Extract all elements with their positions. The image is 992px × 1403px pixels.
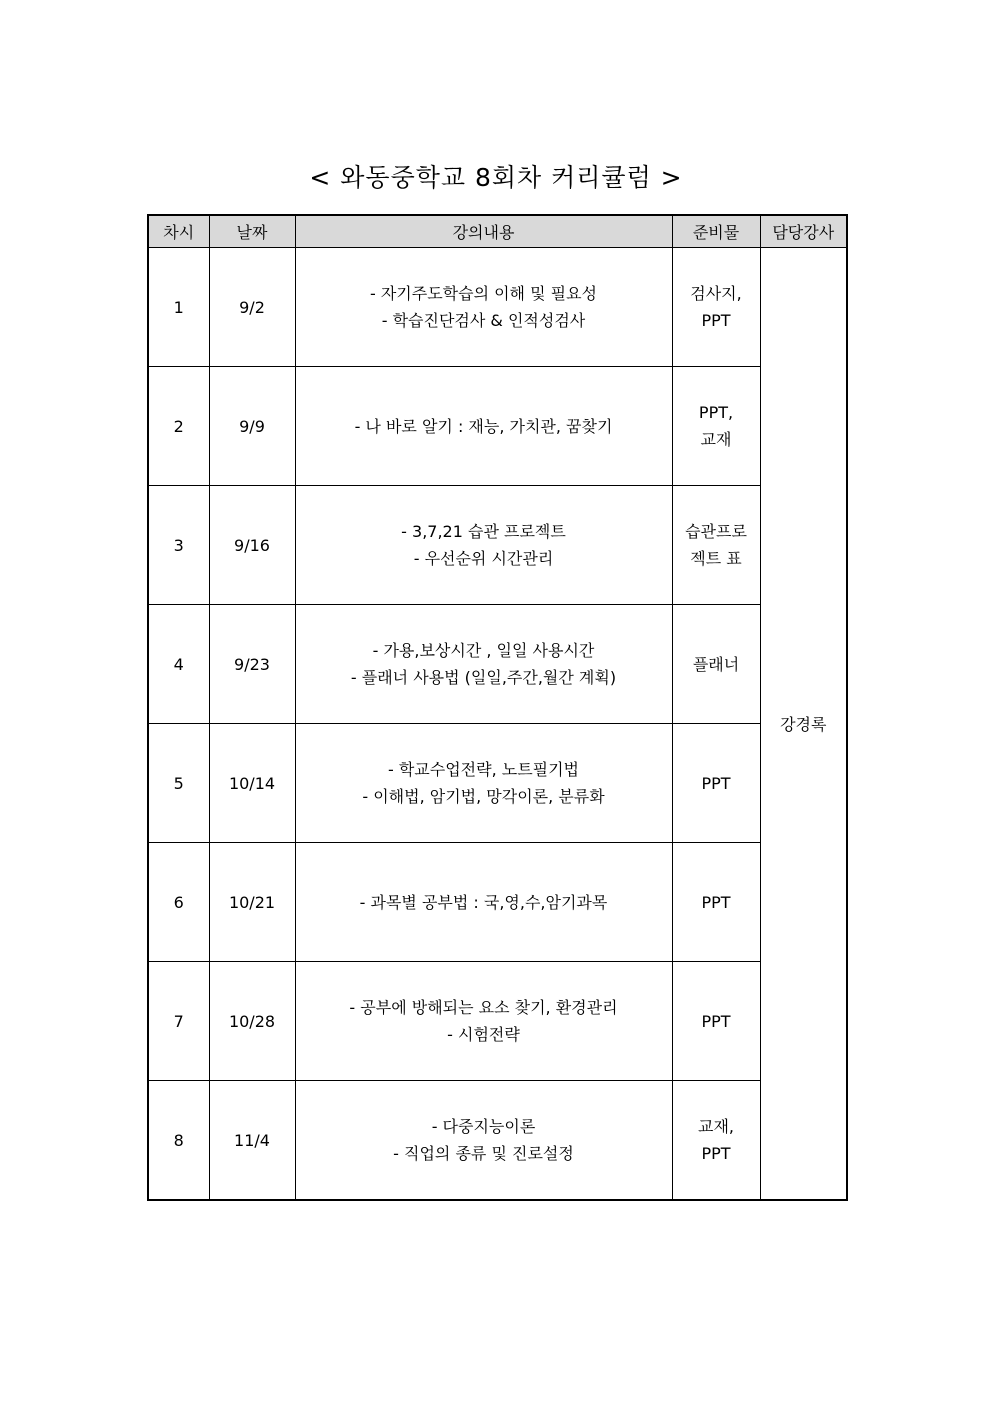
content-line: - 과목별 공부법 : 국,영,수,암기과목 — [359, 892, 608, 912]
prep-cell — [672, 248, 760, 367]
header-prep: 준비물 — [672, 215, 760, 248]
content-line: - 플래너 사용법 (일일,주간,월간 계획) — [350, 668, 617, 687]
instructor-cell: 강경록 — [760, 248, 847, 1201]
content-cell — [295, 367, 672, 486]
header-instructor: 담당강사 — [760, 215, 847, 248]
session-cell: 4 — [148, 605, 209, 724]
session-cell: 6 — [148, 843, 209, 962]
table-body — [148, 248, 847, 1201]
content-line: - 가용,보상시간 , 일일 사용시간 — [372, 641, 595, 660]
prep-cell — [672, 843, 760, 962]
prep-line: PPT — [701, 1144, 731, 1163]
content-line: - 학교수업전략, 노트필기법 — [387, 760, 580, 779]
content-line: - 직업의 종류 및 진로설정 — [393, 1144, 574, 1163]
table-row — [148, 605, 847, 724]
page-title: < 와동중학교 8회차 커리큘럼 > — [309, 163, 683, 192]
date-cell: 11/4 — [209, 1081, 295, 1201]
date-cell: 10/28 — [209, 962, 295, 1081]
content-line: - 자기주도학습의 이해 및 필요성 — [369, 284, 598, 303]
content-line: - 나 바로 알기 : 재능, 가치관, 꿈찾기 — [354, 416, 613, 436]
content-cell — [295, 724, 672, 843]
header-row — [148, 215, 847, 248]
table-row — [148, 248, 847, 367]
prep-line: 습관프로 — [685, 522, 747, 541]
content-line: - 공부에 방해되는 요소 찾기, 환경관리 — [349, 998, 618, 1017]
prep-line: 플래너 — [692, 654, 740, 674]
prep-cell — [672, 962, 760, 1081]
session-cell: 5 — [148, 724, 209, 843]
prep-cell — [672, 1081, 760, 1201]
prep-line: 검사지, — [690, 284, 742, 303]
table-row — [148, 962, 847, 1081]
content-line: - 다중지능이론 — [431, 1117, 536, 1136]
date-cell: 10/21 — [209, 843, 295, 962]
content-cell — [295, 605, 672, 724]
content-cell — [295, 1081, 672, 1201]
date-cell: 10/14 — [209, 724, 295, 843]
content-line: - 3,7,21 습관 프로젝트 — [401, 522, 566, 541]
table-row — [148, 1081, 847, 1201]
session-cell: 7 — [148, 962, 209, 1081]
content-line: - 우선순위 시간관리 — [413, 549, 554, 568]
prep-cell — [672, 367, 760, 486]
table-row — [148, 486, 847, 605]
content-cell — [295, 962, 672, 1081]
prep-cell — [672, 486, 760, 605]
session-cell: 1 — [148, 248, 209, 367]
prep-line: PPT — [701, 1011, 731, 1031]
curriculum-table — [147, 214, 848, 1201]
prep-line: 교재 — [700, 430, 732, 449]
table-row — [148, 843, 847, 962]
content-line: - 학습진단검사 & 인적성검사 — [381, 311, 586, 330]
prep-line: 교재, — [698, 1117, 734, 1136]
content-cell — [295, 486, 672, 605]
date-cell: 9/16 — [209, 486, 295, 605]
date-cell: 9/23 — [209, 605, 295, 724]
date-cell: 9/2 — [209, 248, 295, 367]
prep-line: PPT, — [698, 403, 734, 422]
table-row — [148, 367, 847, 486]
session-cell: 3 — [148, 486, 209, 605]
header-date: 날짜 — [209, 215, 295, 248]
prep-cell — [672, 724, 760, 843]
content-cell — [295, 843, 672, 962]
prep-cell — [672, 605, 760, 724]
content-cell — [295, 248, 672, 367]
table-row — [148, 724, 847, 843]
content-line: - 이해법, 암기법, 망각이론, 분류화 — [362, 787, 605, 806]
header-session: 차시 — [148, 215, 209, 248]
prep-line: 젝트 표 — [690, 549, 742, 568]
prep-line: PPT — [701, 311, 731, 330]
date-cell: 9/9 — [209, 367, 295, 486]
session-cell: 2 — [148, 367, 209, 486]
session-cell: 8 — [148, 1081, 209, 1201]
header-content: 강의내용 — [295, 215, 672, 248]
prep-line: PPT — [701, 773, 731, 793]
prep-line: PPT — [701, 892, 731, 912]
content-line: - 시험전략 — [447, 1025, 520, 1044]
